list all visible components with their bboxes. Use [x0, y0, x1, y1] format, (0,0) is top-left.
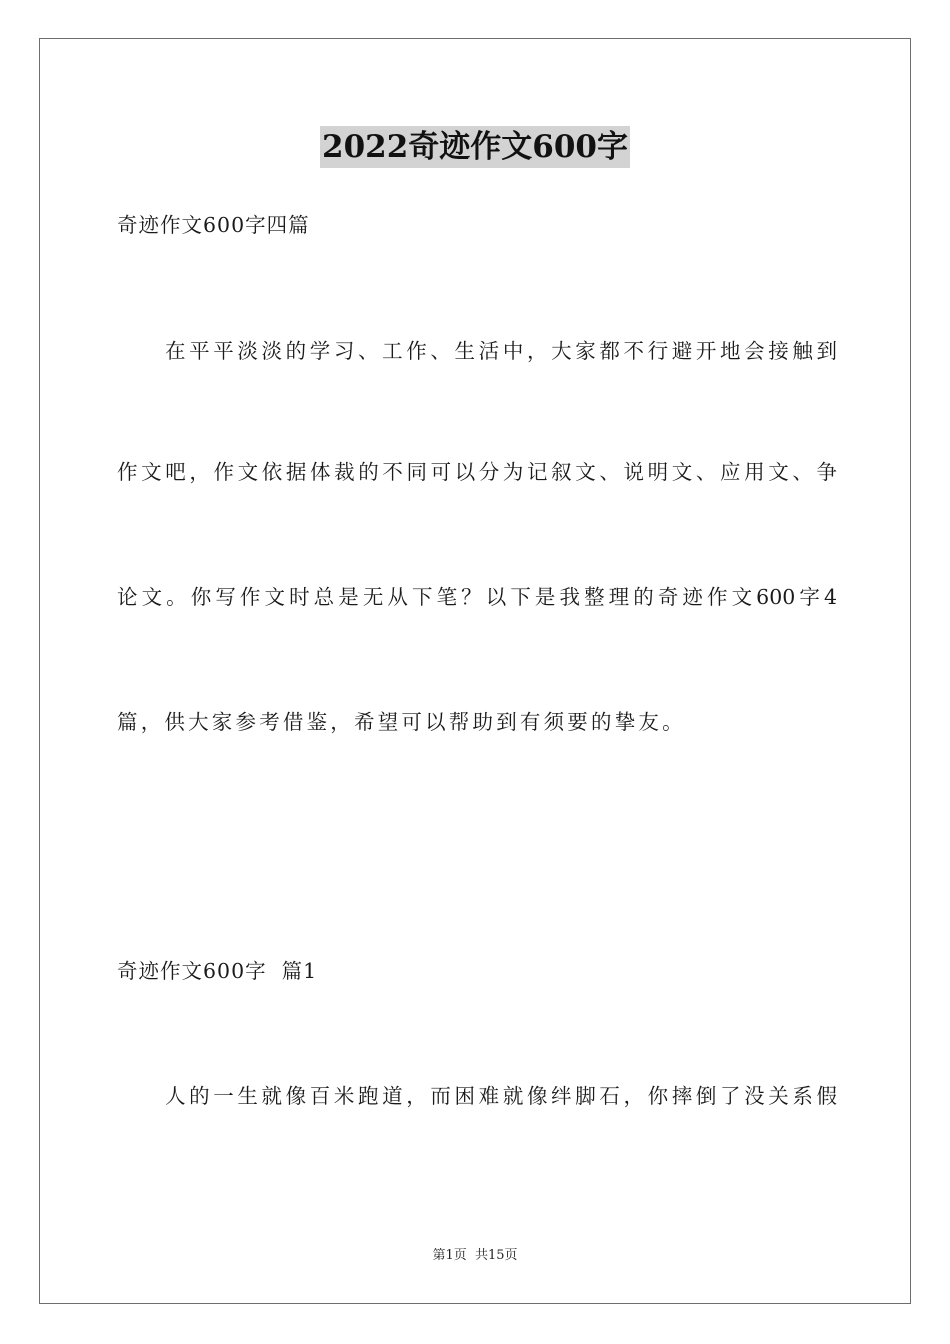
document-title: 2022奇迹作文600字: [320, 126, 630, 168]
paragraph-line: 篇，供大家参考借鉴，希望可以帮助到有须要的挚友。: [117, 710, 686, 734]
paragraph-line: 人的一生就像百米跑道，而困难就像绊脚石，你摔倒了没关系假: [165, 1084, 837, 1108]
page-number-current: 第1页: [432, 1248, 467, 1263]
paragraph-line: 作文吧，作文依据体裁的不同可以分为记叙文、说明文、应用文、争: [117, 460, 837, 484]
paragraph-line: 在平平淡淡的学习、工作、生活中，大家都不行避开地会接触到: [165, 339, 837, 363]
paragraph-line: 论文。你写作文时总是无从下笔？以下是我整理的奇迹作文600字4: [117, 585, 837, 609]
title-container: [0, 126, 950, 168]
document-subtitle: 奇迹作文600字四篇: [117, 213, 310, 237]
section-heading: 奇迹作文600字 篇1: [117, 959, 318, 983]
page-footer: [0, 1247, 950, 1265]
page-number-total: 共15页: [474, 1248, 518, 1263]
